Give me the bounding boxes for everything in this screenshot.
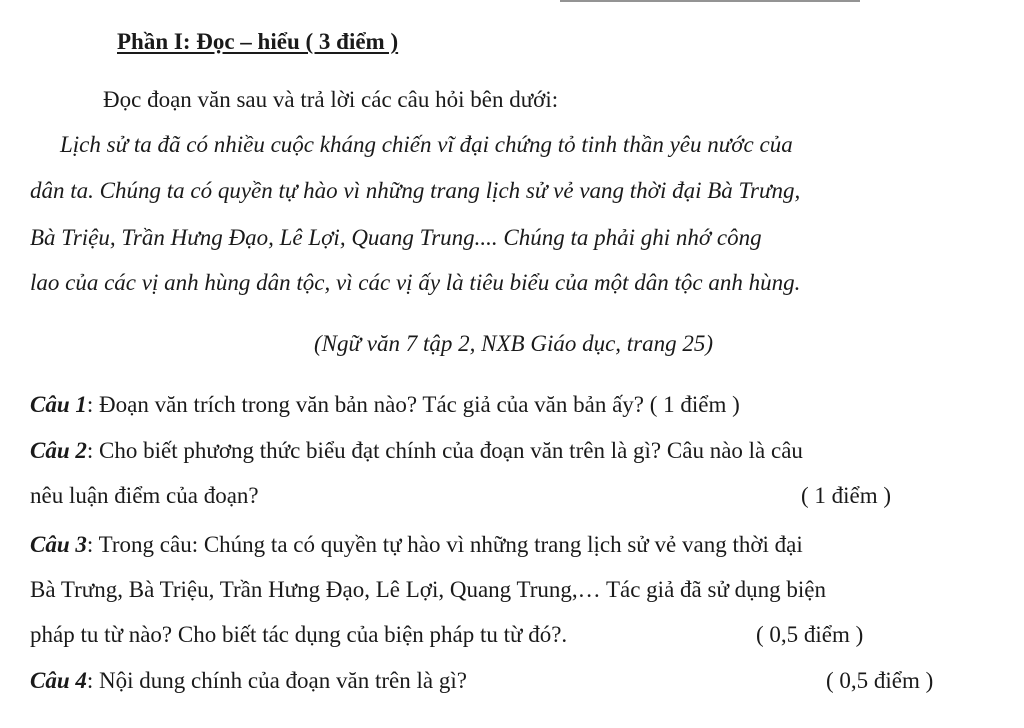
question-label: Câu 1 xyxy=(30,392,87,417)
question-text-continued: Bà Trưng, Bà Triệu, Trần Hưng Đạo, Lê Lợi, Quang Trung,… Tác giả đã sử dụng biện xyxy=(30,577,827,602)
scan-edge-mark xyxy=(560,0,860,2)
passage-line: lao của các vị anh hùng dân tộc, vì các vị ấy là tiêu biểu của một dân tộc anh hùng. xyxy=(30,270,801,295)
question-score: ( 0,5 điểm ) xyxy=(826,668,934,693)
passage-line: Bà Triệu, Trần Hưng Đạo, Lê Lợi, Quang Trung.... Chúng ta phải ghi nhớ công xyxy=(30,225,762,250)
section-title: Phần I: Đọc – hiểu ( 3 điểm ) xyxy=(117,29,399,54)
question-text: Đoạn văn trích trong văn bản nào? Tác giả của văn bản ấy? ( 1 điểm ) xyxy=(99,392,740,417)
question-text: Nội dung chính của đoạn văn trên là gì? xyxy=(99,668,467,693)
question-text: Trong câu: Chúng ta có quyền tự hào vì những trang lịch sử vẻ vang thời đại xyxy=(98,532,803,557)
passage-source: (Ngữ văn 7 tập 2, NXB Giáo dục, trang 25) xyxy=(314,331,714,356)
question-1: Câu 1: Đoạn văn trích trong văn bản nào? Tác giả của văn bản ấy? ( 1 điểm ) xyxy=(30,392,740,417)
question-text-continued: pháp tu từ nào? Cho biết tác dụng của biện pháp tu từ đó?. xyxy=(30,622,568,647)
question-3: Câu 3: Trong câu: Chúng ta có quyền tự hào vì những trang lịch sử vẻ vang thời đại xyxy=(30,532,803,557)
question-text: Cho biết phương thức biểu đạt chính của đoạn văn trên là gì? Câu nào là câu xyxy=(99,438,803,463)
question-score: ( 0,5 điểm ) xyxy=(756,622,864,647)
question-label: Câu 2 xyxy=(30,438,87,463)
question-4: Câu 4: Nội dung chính của đoạn văn trên là gì? xyxy=(30,668,467,693)
question-label: Câu 3 xyxy=(30,532,87,557)
question-text-continued: nêu luận điểm của đoạn? xyxy=(30,483,259,508)
question-label: Câu 4 xyxy=(30,668,87,693)
question-score: ( 1 điểm ) xyxy=(801,483,892,508)
instruction-text: Đọc đoạn văn sau và trả lời các câu hỏi bên dưới: xyxy=(103,87,559,112)
question-2: Câu 2: Cho biết phương thức biểu đạt chính của đoạn văn trên là gì? Câu nào là câu xyxy=(30,438,803,463)
passage-line: Lịch sử ta đã có nhiều cuộc kháng chiến vĩ đại chứng tỏ tinh thần yêu nước của xyxy=(60,132,793,157)
passage-line: dân ta. Chúng ta có quyền tự hào vì những trang lịch sử vẻ vang thời đại Bà Trưng, xyxy=(30,178,801,203)
